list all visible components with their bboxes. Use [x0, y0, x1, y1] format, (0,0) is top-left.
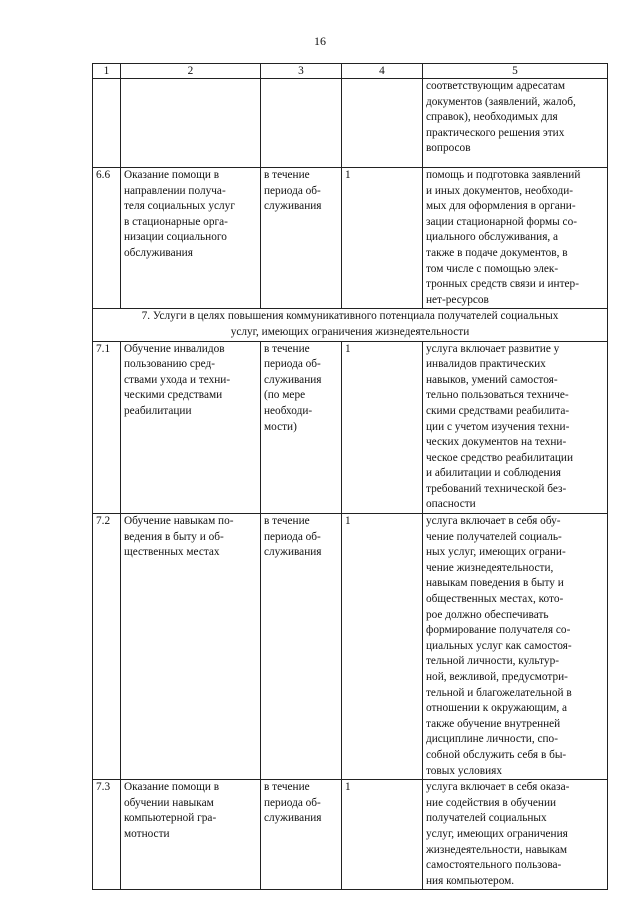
period-cell: в течение периода об- служивания: [261, 168, 342, 309]
count-cell: 1: [342, 168, 423, 309]
services-table: [92, 63, 608, 890]
period-cell: в течение периода об- служивания (по мере необходи- мости): [261, 341, 342, 514]
count-cell: [342, 79, 423, 168]
description-cell: услуга включает в себя оказа- ние содействия в обучении получателей социальных услуг, имеющих ограничения жизнедеятельности, навыкам самостоятельного пользова- ния компьютером.: [423, 780, 608, 890]
period-cell: [261, 79, 342, 168]
column-header: 1: [93, 64, 121, 79]
table-header-row: [93, 64, 608, 79]
count-cell: 1: [342, 780, 423, 890]
description-cell: помощь и подготовка заявлений и иных документов, необходи- мых для оформления в органи- зации стационарной формы со- циального обслуживания, а также в подаче документов, в том числе с помощью элек- тронных средств связи и интер- нет-ресурсов: [423, 168, 608, 309]
table-row-7-2: [93, 514, 608, 780]
column-header: 3: [261, 64, 342, 79]
row-number-cell: 7.1: [93, 341, 121, 514]
service-cell: Обучение инвалидов пользованию сред- ствами ухода и техни- ческими средствами реабилитации: [121, 341, 261, 514]
column-header: 4: [342, 64, 423, 79]
service-cell: Оказание помощи в направлении получа- теля социальных услуг в стационарные орга- низации социального обслуживания: [121, 168, 261, 309]
description-cell: услуга включает в себя обу- чение получателей социаль- ных услуг, имеющих ограни- чение жизнедеятельности, навыкам поведения в быту и общественных местах, кото- рое должно обеспечивать формирование получателя со- циальных услуг как самостоя- тельной личности, культур- ной, вежливой, предусмотри- тельной и благожелательной в отношении к окружающим, а также обучение внутренней дисциплине личности, спо- собной обслужить себя в бы- товых условиях: [423, 514, 608, 780]
row-number-cell: 6.6: [93, 168, 121, 309]
table-row-7-1: [93, 341, 608, 514]
service-cell: Оказание помощи в обучении навыкам компьютерной гра- мотности: [121, 780, 261, 890]
column-header: 2: [121, 64, 261, 79]
column-header: 5: [423, 64, 608, 79]
table-row-7-3: [93, 780, 608, 890]
row-number-cell: [93, 79, 121, 168]
count-cell: 1: [342, 341, 423, 514]
page-number: 16: [314, 34, 326, 48]
period-cell: в течение периода об- служивания: [261, 514, 342, 780]
service-cell: [121, 79, 261, 168]
service-cell: Обучение навыкам по- ведения в быту и об- щественных местах: [121, 514, 261, 780]
description-cell: соответствующим адресатам документов (заявлений, жалоб, справок), необходимых для практического решения этих вопросов: [423, 79, 608, 168]
period-cell: в течение периода об- служивания: [261, 780, 342, 890]
row-number-cell: 7.3: [93, 780, 121, 890]
count-cell: 1: [342, 514, 423, 780]
row-number-cell: 7.2: [93, 514, 121, 780]
table-row-continuation: [93, 79, 608, 168]
table-row-6-6: [93, 168, 608, 309]
section-heading-row: [93, 309, 608, 341]
section-heading: 7. Услуги в целях повышения коммуникативного потенциала получателей социальных услуг, имеющих ограничения жизнедеятельности: [93, 309, 608, 341]
description-cell: услуга включает развитие у инвалидов практических навыков, умений самостоя- тельно пользоваться техниче- скими средствами реабилита- ции с учетом изучения техни- ческих документов на техни- ческое средство реабилитации и абилитации и соблюдения требований технической без- опасности: [423, 341, 608, 514]
